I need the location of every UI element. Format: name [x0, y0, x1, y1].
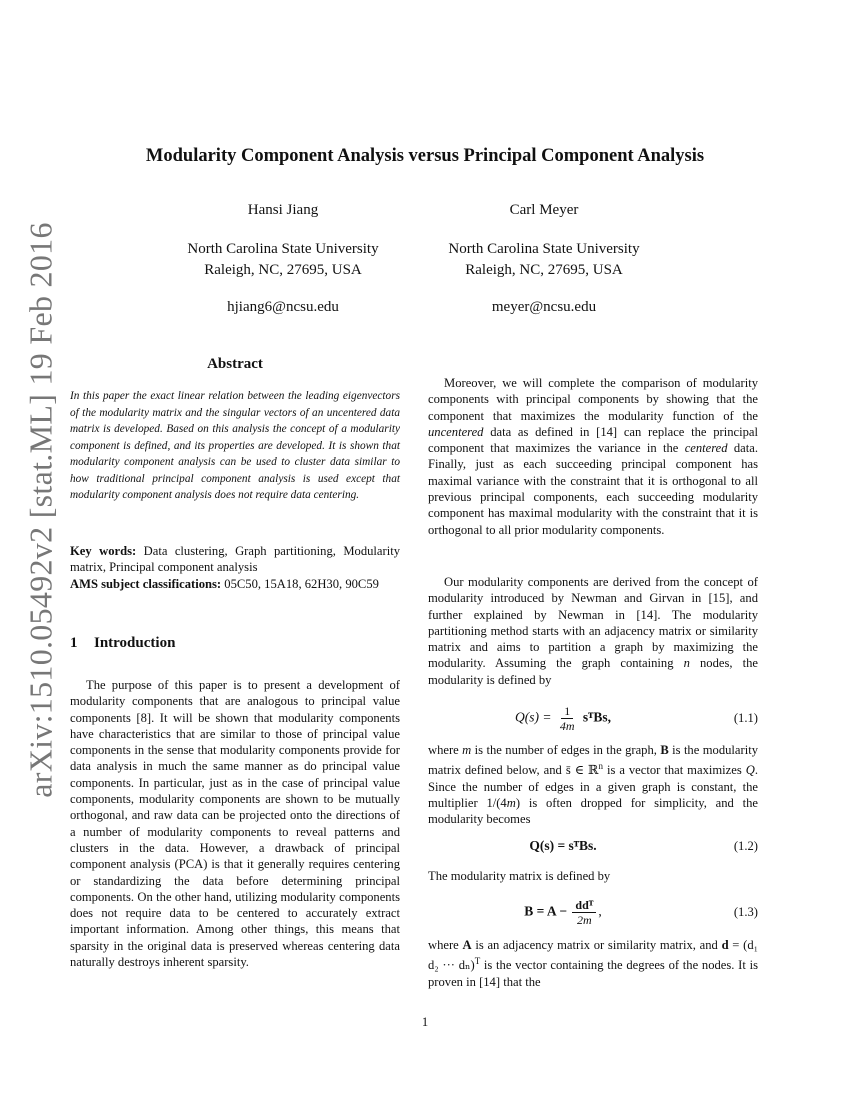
text-run: data as defined in [14] can replace the principal component that maximizes the variance in the	[428, 424, 758, 456]
eq-denominator: 2m	[577, 913, 592, 927]
math-var: m	[462, 743, 472, 757]
eq-label: (1.2)	[733, 838, 758, 853]
author-address: Raleigh, NC, 27695, USA	[204, 262, 362, 278]
text-run: The modularity matrix is defined by	[428, 869, 611, 883]
page-number: 1	[421, 1015, 429, 1029]
text-run: is the number of edges in the graph,	[471, 743, 661, 757]
author-affiliation: North Carolina State University	[448, 241, 640, 257]
math-var: B	[660, 743, 669, 757]
eq-denominator: 4m	[559, 719, 575, 733]
text-run: = (d₁ d₂ ··· dₙ)	[428, 938, 759, 973]
author-email: meyer@ncsu.edu	[491, 299, 597, 315]
intro-paragraph: The purpose of this paper is to present a development of modularity components that are analogous to principal value components [8]. It will be shown that modularity components have characteristics that are similar to those of principal value components in the sense that modularity components provide for data analysis in much the same manner as do principal value components. In particular, just as in the case of principal value components, modularity components are shown to be mutually orthogonal, and raw data can be projected onto the directions of a number of modularity components to reveal patterns and clusters in the data. However, a drawback of principal component analysis (PCA) is that it generally requires centering or standardizing the data before determining principal components. On the other hand, utilizing modularity components does not require data to be centered to accurately extract important information. Among other things, this means that sparsity in the original data is preserved whereas centering data naturally destroys inherent sparsity.	[70, 678, 400, 970]
text-run: is the vector containing the degrees of the nodes. It is proven in [14] that the	[428, 958, 758, 989]
eq-rhs: ,	[598, 903, 602, 919]
author-name: Carl Meyer	[509, 202, 579, 218]
text-run: where	[428, 938, 463, 952]
math-var: d	[721, 938, 729, 952]
emphasis: uncentered	[428, 424, 484, 439]
eq-label: (1.3)	[733, 905, 758, 919]
author-affiliation: North Carolina State University	[187, 241, 379, 257]
keywords-label: Key words:	[70, 544, 137, 558]
section-title: Introduction	[94, 635, 176, 651]
author-email: hjiang6@ncsu.edu	[227, 299, 339, 315]
right-paragraph-3	[428, 742, 758, 828]
text-run: Moreover, we will complete the comparison of modularity components with principal components by showing that the component that maximizes the modularity function of the	[428, 376, 758, 423]
abstract-heading: Abstract	[207, 356, 263, 372]
right-paragraph-4	[428, 868, 758, 884]
eq-lhs: B = A −	[524, 903, 568, 919]
eq-text: Q(s) = sᵀBs.	[529, 838, 597, 853]
math-var: m	[506, 796, 516, 811]
eq-numerator: 1	[561, 704, 573, 719]
ams-text: 05C50, 15A18, 62H30, 90C59	[224, 576, 379, 591]
text-run: is a vector that maximizes	[602, 763, 746, 778]
paper-title: Modularity Component Analysis versus Principal Component Analysis	[145, 146, 705, 166]
eq-fraction	[572, 898, 596, 927]
eq-rhs: sᵀBs,	[582, 709, 611, 725]
abstract-text: In this paper the exact linear relation between the leading eigenvectors of the modularity matrix and the singular vectors of an uncentered data matrix is developed. Based on this analysis the concept of a modularity component is defined, and its properties are developed. It is shown that modularity component analysis can be used to cluster data similar to how traditional principal component analysis is used except that modularity component analysis does not require data centering.	[70, 390, 400, 501]
keywords-block	[70, 543, 400, 592]
author-block-2	[404, 200, 684, 318]
text-run: Our modularity components are derived from the concept of modularity introduced by Newman and Girvan in [15], and further explained by Newman in [14]. The modularity partitioning method starts with an adjacency matrix or similarity matrix and aims to partition a graph by maximizing the modularity. Assuming the graph containing	[428, 575, 758, 671]
eq-numerator: ddᵀ	[572, 898, 596, 913]
left-column	[70, 677, 400, 970]
section-heading	[70, 635, 175, 652]
superscript: n	[598, 761, 603, 772]
emphasis: centered	[684, 441, 728, 456]
author-address: Raleigh, NC, 27695, USA	[465, 262, 623, 278]
equation-1-2	[428, 838, 758, 854]
equation-1-3	[428, 898, 758, 927]
ams-label: AMS subject classifications:	[70, 576, 222, 591]
superscript: T	[474, 956, 481, 967]
right-paragraph-1	[428, 375, 758, 538]
author-block-1	[143, 200, 423, 318]
right-paragraph-2	[428, 574, 758, 688]
right-paragraph-5	[428, 937, 758, 990]
author-name: Hansi Jiang	[247, 202, 319, 218]
eq-lhs: Q(s) =	[515, 709, 552, 725]
math-var: A	[462, 938, 472, 952]
text-run: . Since the number of edges in a given graph is constant, the multiplier 1/(4	[428, 763, 758, 811]
text-run: data. Finally, just as each succeeding principal component has maximal variance with the constraint that it is orthogonal to all previous principal components, each succeeding modularity component has maximal modularity with the constraint that it is orthogonal to all prior modularity components.	[428, 441, 758, 537]
text-run: is the modularity matrix defined below, and s̄ ∈ ℝ	[428, 743, 758, 778]
section-number: 1	[70, 635, 78, 651]
text-run: is an adjacency matrix or similarity matrix, and	[471, 938, 722, 952]
equation-1-1	[428, 704, 758, 733]
keywords-text: Data clustering, Graph partitioning, Modularity matrix, Principal component analysis	[70, 544, 400, 575]
text-run: ) is often dropped for simplicity, and the modularity becomes	[428, 796, 758, 827]
text-run: where	[428, 743, 463, 757]
math-var: n	[683, 656, 690, 671]
eq-fraction	[557, 704, 578, 733]
text-run: nodes, the modularity is defined by	[428, 656, 758, 687]
eq-label: (1.1)	[733, 711, 758, 725]
math-var: Q	[745, 763, 755, 778]
arxiv-stamp-text: arXiv:1510.05492v2 [stat.ML] 19 Feb 2016	[22, 222, 59, 798]
